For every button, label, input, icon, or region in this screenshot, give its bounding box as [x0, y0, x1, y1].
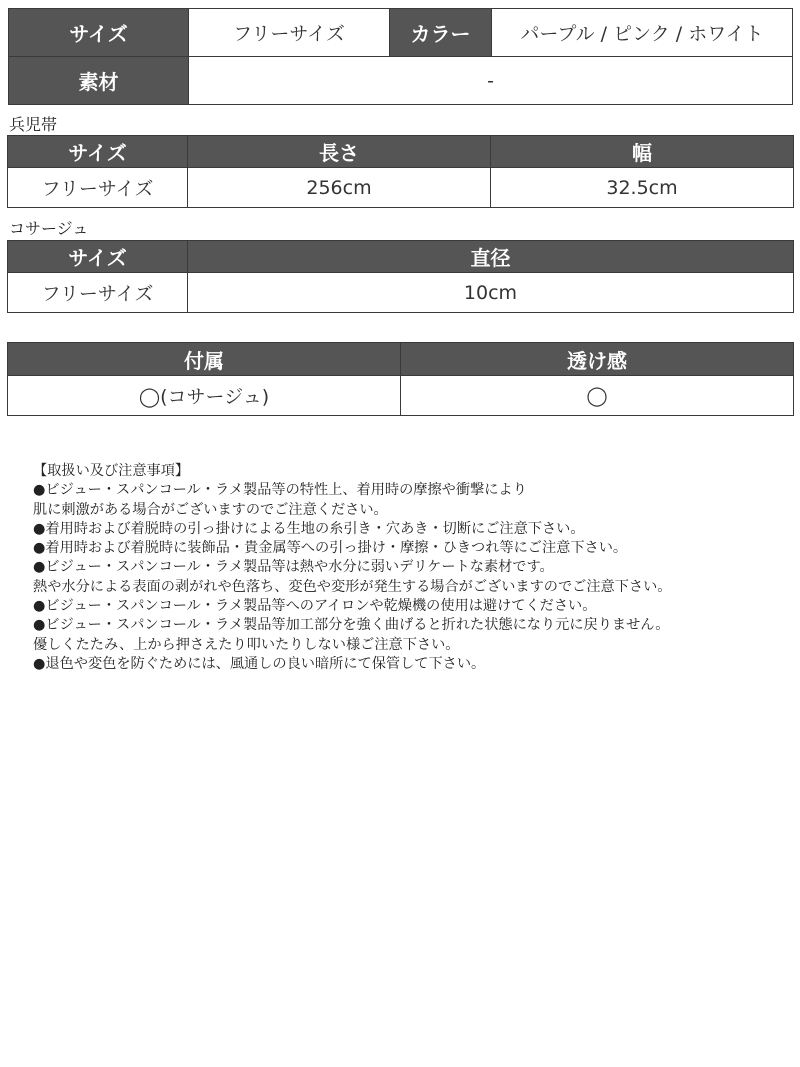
attachment-header: 付属	[8, 343, 401, 376]
corsage-title: コサージュ	[9, 219, 89, 238]
notes-heading: 【取扱い及び注意事項】	[33, 463, 190, 479]
note-line: ●着用時および着脱時の引っ掛けによる生地の糸引き・穴あき・切断にご注意下さい。	[33, 520, 585, 537]
obi-width-value: 32.5cm	[491, 168, 794, 208]
size-header: サイズ	[9, 9, 189, 57]
obi-header-length: 長さ	[188, 136, 491, 168]
attachment-value: ◯(コサージュ)	[8, 376, 401, 416]
size-value: フリーサイズ	[189, 9, 390, 57]
sheerness-header: 透け感	[401, 343, 794, 376]
attachment-table	[7, 342, 794, 416]
material-value: -	[189, 57, 793, 105]
obi-header-width: 幅	[491, 136, 794, 168]
spec-table	[8, 8, 793, 105]
color-header: カラー	[390, 9, 492, 57]
corsage-diameter-value: 10cm	[188, 273, 794, 313]
corsage-table	[7, 240, 794, 313]
obi-title: 兵児帯	[9, 115, 58, 134]
obi-header-size: サイズ	[8, 136, 188, 168]
note-line: ●着用時および着脱時に装飾品・貴金属等への引っ掛け・摩擦・ひきつれ等にご注意下さい。	[33, 540, 628, 557]
note-line: 熱や水分による表面の剥がれや色落ち、変色や変形が発生する場合がございますのでご注意下さい。	[33, 578, 672, 595]
care-notes	[33, 462, 793, 674]
corsage-header-size: サイズ	[8, 241, 188, 273]
sheerness-value: ◯	[401, 376, 794, 416]
note-line: 肌に刺激がある場合がございますのでご注意ください。	[33, 501, 388, 518]
note-line: ●ビジュー・スパンコール・ラメ製品等へのアイロンや乾燥機の使用は避けてください。	[33, 598, 597, 615]
corsage-size-value: フリーサイズ	[8, 273, 188, 313]
obi-size-value: フリーサイズ	[8, 168, 188, 208]
note-line: ●ビジュー・スパンコール・ラメ製品等加工部分を強く曲げると折れた状態になり元に戻りません。	[33, 617, 670, 634]
note-line: ●ビジュー・スパンコール・ラメ製品等の特性上、着用時の摩擦や衝撃により	[33, 482, 527, 499]
note-line: ●ビジュー・スパンコール・ラメ製品等は熱や水分に弱いデリケートな素材です。	[33, 559, 554, 576]
material-header: 素材	[9, 57, 189, 105]
obi-length-value: 256cm	[188, 168, 491, 208]
color-value: パープル / ピンク / ホワイト	[492, 9, 793, 57]
note-line: 優しくたたみ、上から押さえたり叩いたりしない様ご注意下さい。	[33, 636, 460, 653]
note-line: ●退色や変色を防ぐためには、風通しの良い暗所にて保管して下さい。	[33, 655, 486, 672]
corsage-header-diameter: 直径	[188, 241, 794, 273]
obi-table	[7, 135, 794, 208]
